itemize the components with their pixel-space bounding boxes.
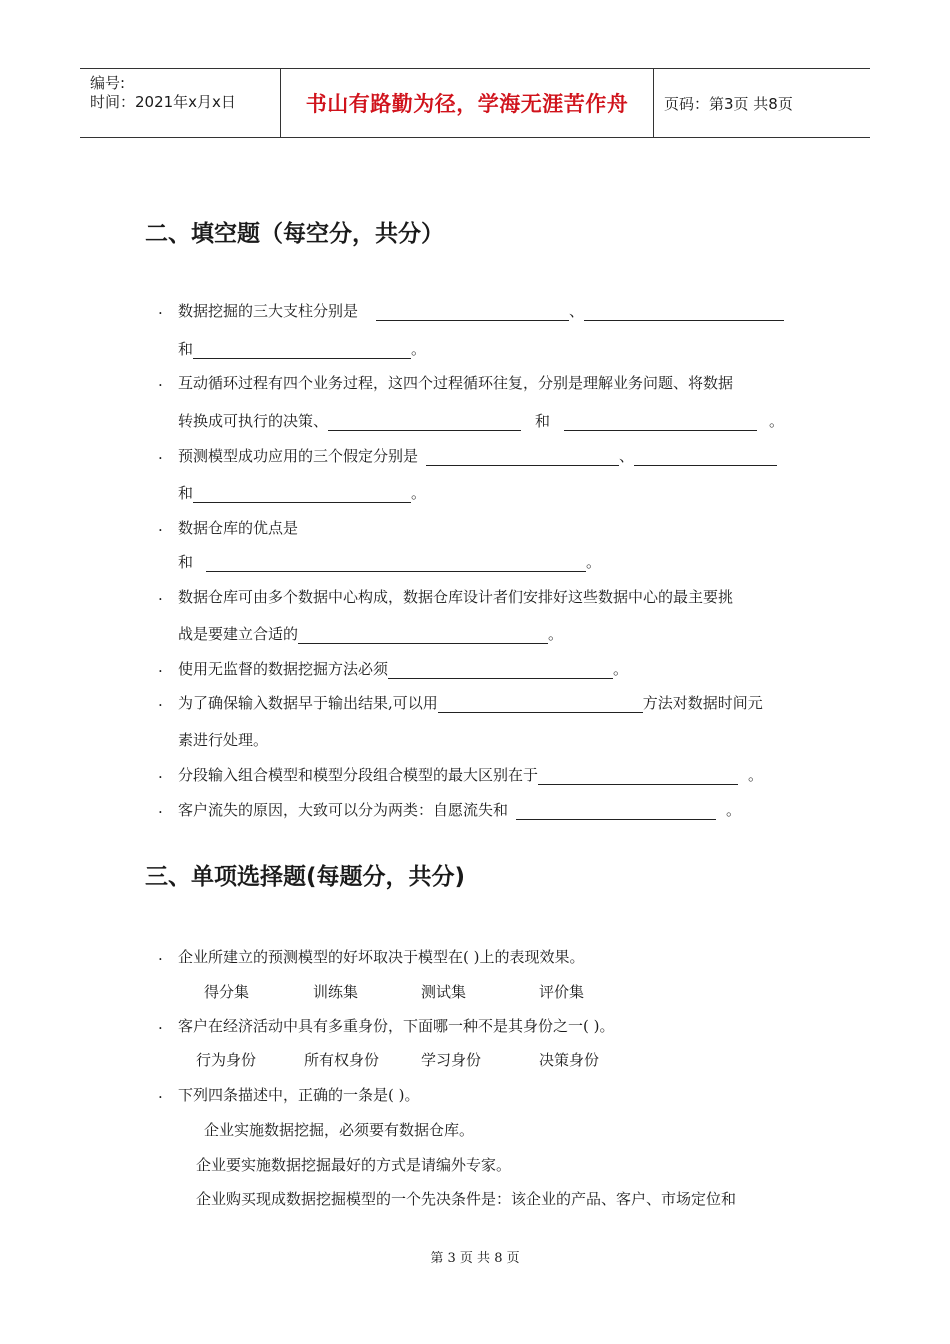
page-header [80, 68, 870, 138]
question-2-7: 为了确保输入数据早于输出结果,可以用 方法对数据时间元 [178, 694, 763, 712]
answer-blank [206, 556, 586, 572]
list-marker: . [158, 764, 163, 782]
header-info-cell [80, 69, 281, 137]
answer-blank [564, 415, 757, 431]
list-marker: . [158, 372, 163, 390]
option-item: 所有权身份 [304, 1051, 380, 1069]
question-2-7-cont: 素进行处理。 [178, 731, 269, 749]
list-marker: . [158, 946, 163, 964]
list-marker: . [158, 692, 163, 710]
question-2-9: 客户流失的原因，大致可以分为两类：自愿流失和 。 [178, 801, 742, 819]
answer-blank [376, 305, 569, 321]
answer-blank [328, 415, 521, 431]
answer-blank [584, 305, 784, 321]
motto: 书山有路勤为径，学海无涯苦作舟 [305, 92, 629, 116]
section-3-title: 三、单项选择题(每题分，共分) [145, 864, 466, 890]
answer-blank [298, 628, 548, 644]
question-2-1-cont: 和 。 [178, 340, 427, 358]
time-label: 时间：2021年x月x日 [90, 93, 236, 111]
question-2-4: 数据仓库的优点是 [178, 519, 299, 537]
list-marker: . [158, 799, 163, 817]
option-item: 得分集 [204, 983, 250, 1001]
question-3-3: 下列四条描述中，正确的一条是( )。 [178, 1086, 420, 1104]
question-2-8: 分段输入组合模型和模型分段组合模型的最大区别在于 。 [178, 766, 764, 784]
option-item: 训练集 [313, 983, 359, 1001]
list-marker: . [158, 1015, 163, 1033]
question-2-6: 使用无监督的数据挖掘方法必须 。 [178, 660, 629, 678]
list-marker: . [158, 445, 163, 463]
question-2-5-cont: 战是要建立合适的 。 [178, 625, 564, 643]
header-page-cell [654, 69, 870, 137]
section-2-title: 二、填空题（每空分，共分） [145, 221, 444, 247]
answer-blank [634, 450, 777, 466]
list-marker: . [158, 586, 163, 604]
page-footer: 第 3 页 共 8 页 [430, 1251, 520, 1266]
header-motto-cell [281, 69, 654, 137]
option-item: 学习身份 [421, 1051, 482, 1069]
list-marker: . [158, 300, 163, 318]
answer-blank [538, 769, 738, 785]
list-marker: . [158, 517, 163, 535]
answer-blank [388, 663, 613, 679]
option-item: 决策身份 [539, 1051, 600, 1069]
option-item: 企业要实施数据挖掘最好的方式是请编外专家。 [196, 1156, 512, 1174]
answer-blank [438, 697, 643, 713]
question-3-1: 企业所建立的预测模型的好坏取决于模型在( )上的表现效果。 [178, 948, 585, 966]
answer-blank [193, 343, 411, 359]
list-marker: . [158, 658, 163, 676]
number-label: 编号: [90, 74, 126, 92]
question-2-2-cont: 转换成可执行的决策、 和 。 [178, 412, 785, 430]
option-item: 行为身份 [196, 1051, 257, 1069]
option-item: 企业实施数据挖掘，必须要有数据仓库。 [204, 1121, 475, 1139]
question-2-3-cont: 和 。 [178, 484, 427, 502]
option-item: 评价集 [539, 983, 585, 1001]
answer-blank [193, 487, 411, 503]
question-2-1: 数据挖掘的三大支柱分别是 、 [178, 300, 784, 321]
option-item: 企业购买现成数据挖掘模型的一个先决条件是：该企业的产品、客户、市场定位和 [196, 1190, 737, 1208]
question-2-2: 互动循环过程有四个业务过程，这四个过程循环往复，分别是理解业务问题、将数据 [178, 374, 734, 392]
question-2-5: 数据仓库可由多个数据中心构成，数据仓库设计者们安排好这些数据中心的最主要挑 [178, 588, 734, 606]
list-marker: . [158, 1084, 163, 1102]
answer-blank [516, 804, 716, 820]
question-2-3: 预测模型成功应用的三个假定分别是 、 [178, 445, 777, 466]
question-3-2: 客户在经济活动中具有多重身份，下面哪一种不是其身份之一( )。 [178, 1017, 615, 1035]
question-2-4-cont: 和 。 [178, 553, 602, 571]
page-label: 页码：第3页 共8页 [664, 94, 793, 113]
option-item: 测试集 [421, 983, 467, 1001]
answer-blank [426, 450, 619, 466]
